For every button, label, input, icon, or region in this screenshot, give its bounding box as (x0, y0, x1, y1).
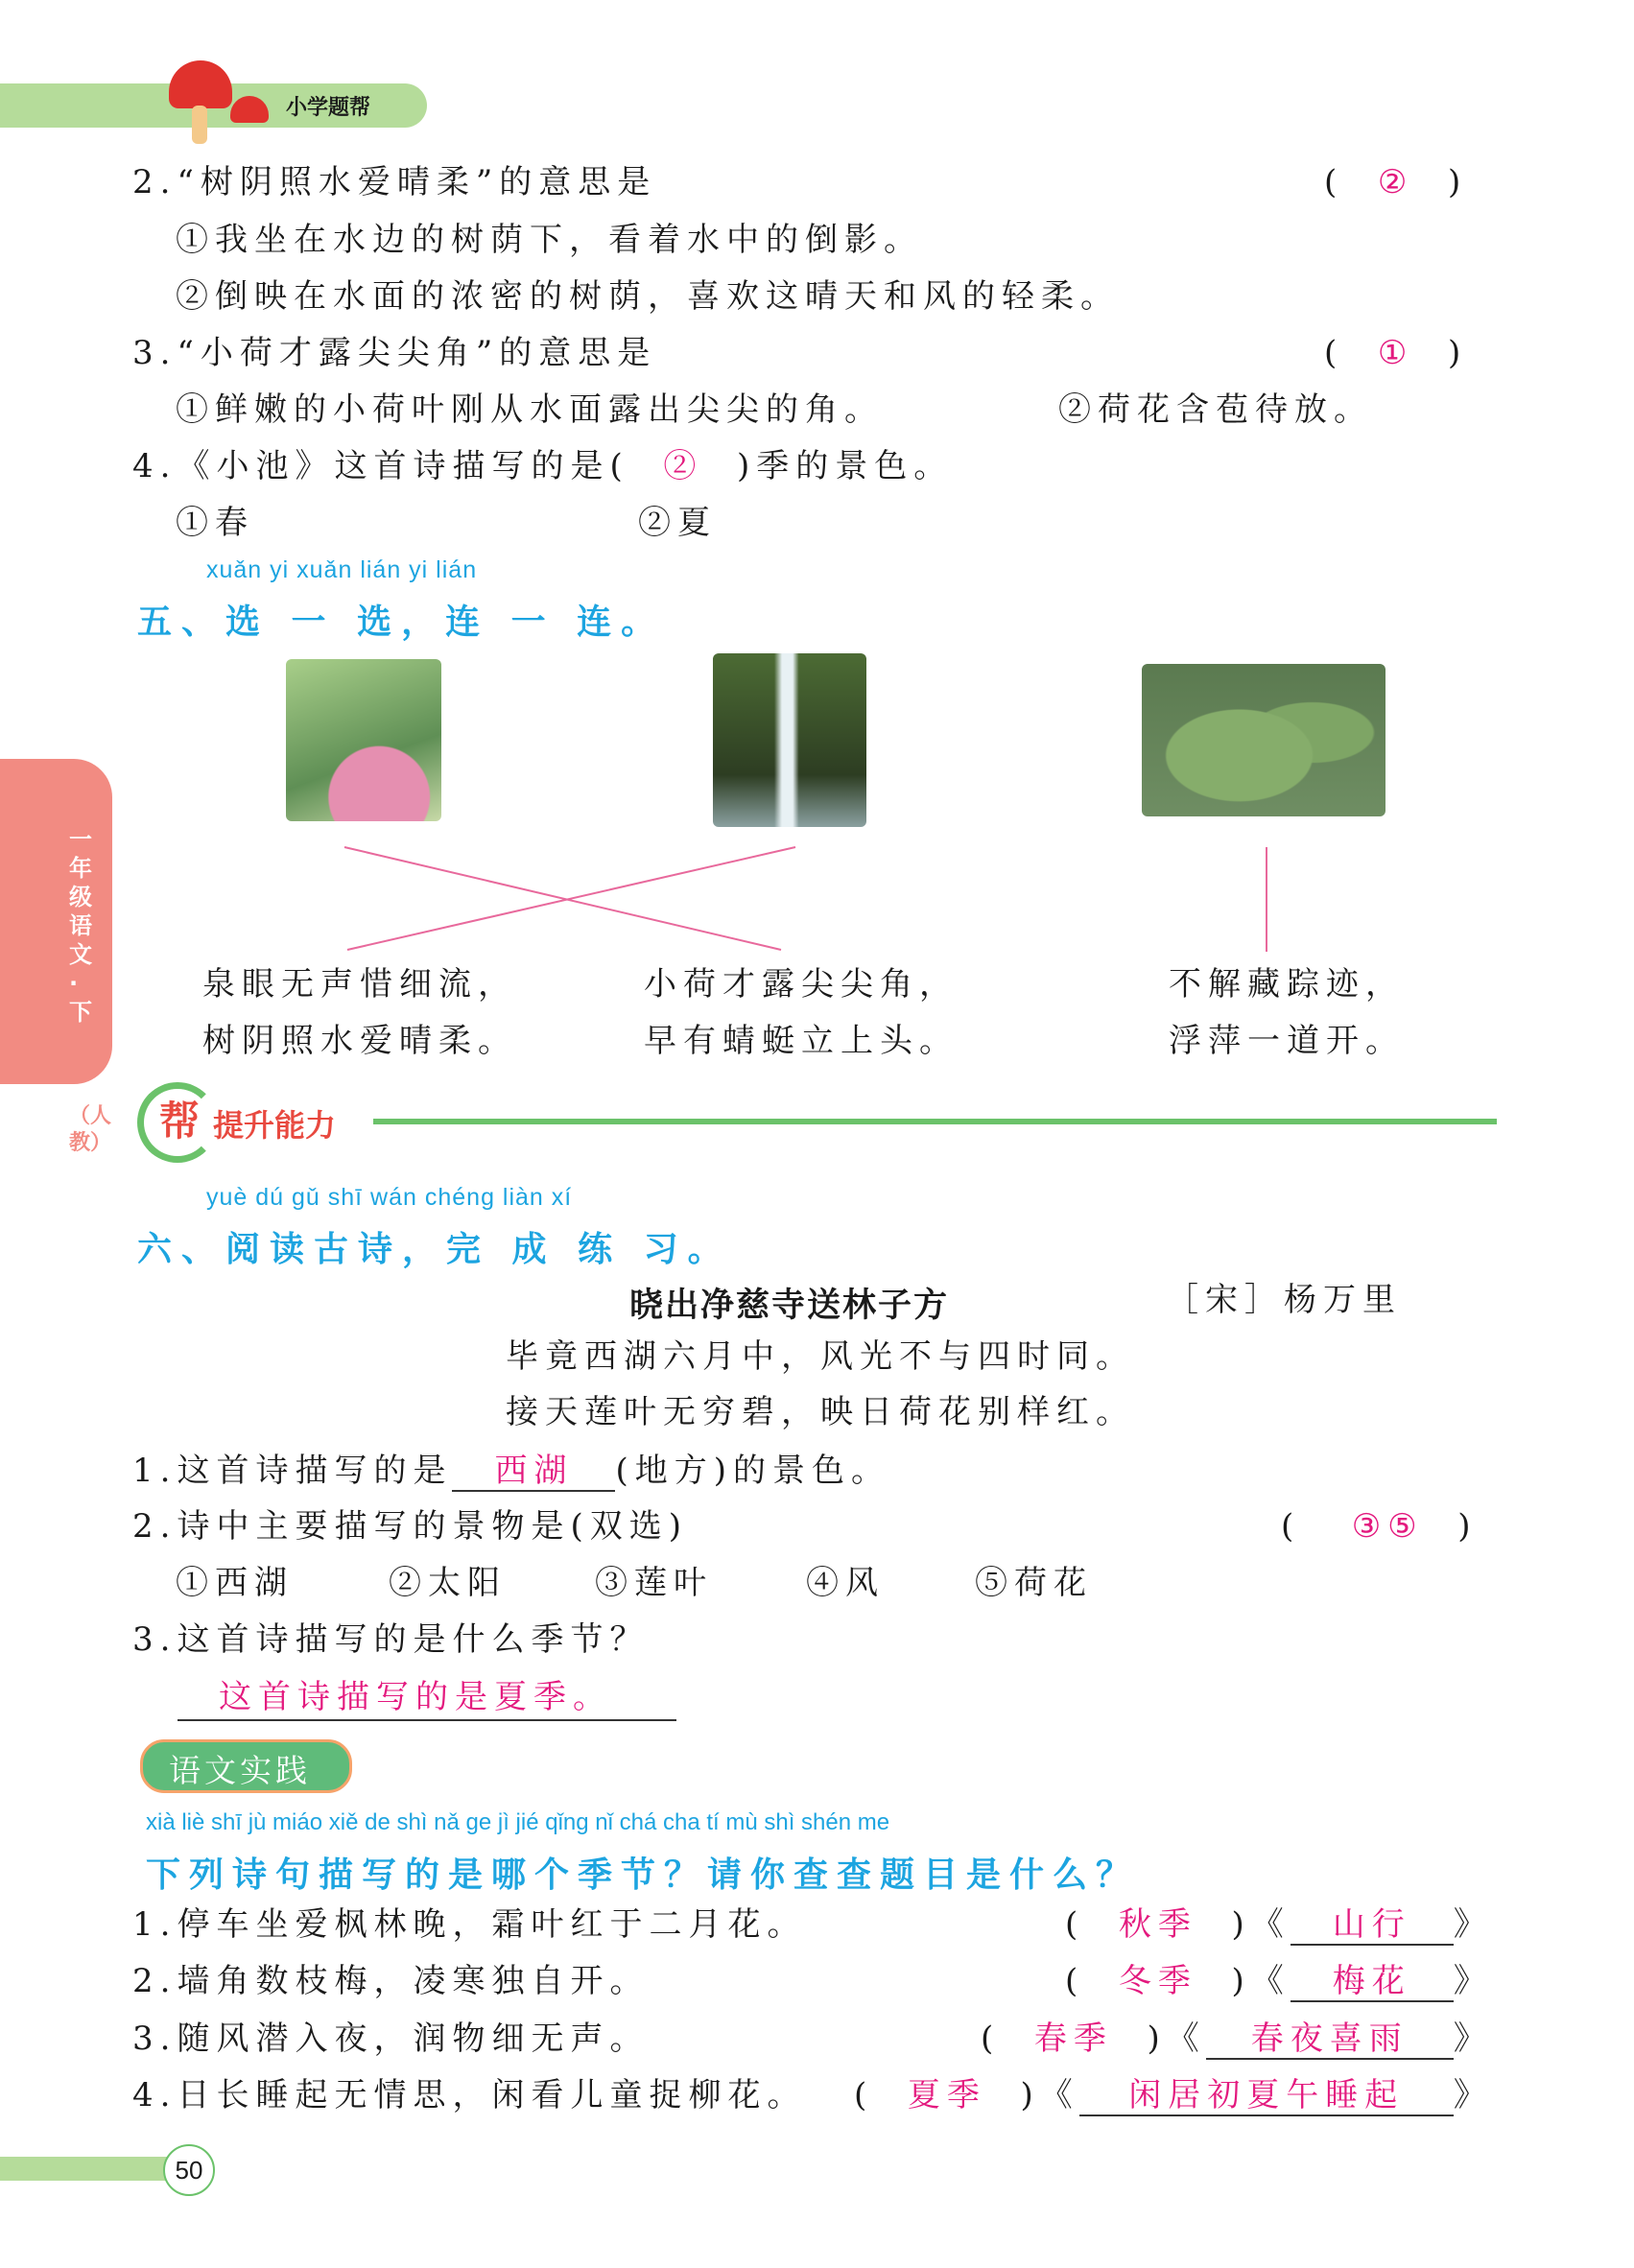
poem-line-2: 接天莲叶无穷碧，映日荷花别样红。 (506, 1393, 1135, 1431)
practice-item-1-text: 1.停车坐爱枫林晚，霜叶红于二月花。 (132, 1905, 807, 1944)
section5-pinyin: xuǎn yi xuǎn lián yi lián (206, 556, 478, 583)
practice-item-1-answers: ( 秋季 )《 山行 》 (1065, 1905, 1493, 1944)
q2-answer: ② (1377, 163, 1414, 201)
poem-c-line1: 不解藏踪迹， (1169, 965, 1405, 1004)
practice-item-4-answers: ( 夏季 )《 闲居初夏午睡起 》 (854, 2076, 1493, 2114)
s6-q1-answer: 西湖 (452, 1452, 615, 1492)
q3-stem: 3.“小荷才露尖尖角”的意思是 (132, 334, 657, 372)
q3-answer-box: ( ① ) (1324, 334, 1468, 372)
s6-q2-option-5: ⑤荷花 (975, 1564, 1093, 1602)
section6-title: 六、阅读古诗，完 成 练 习。 (137, 1230, 732, 1269)
practice-item-4-text: 4.日长睡起无情思，闲看儿童捉柳花。 (132, 2076, 807, 2114)
banner-label: 提升能力 (213, 1107, 337, 1144)
season-answer: 秋季 (1118, 1905, 1197, 1944)
section5-title: 五、选 一 选，连 一 连。 (137, 602, 666, 642)
q2-answer-box: ( ② ) (1324, 163, 1468, 201)
practice-title: 下列诗句描写的是哪个季节？请你查查题目是什么？ (146, 1855, 1140, 1895)
poem-answer: 春夜喜雨 (1206, 2020, 1454, 2060)
match-line-1 (344, 847, 781, 950)
s6-q1-after: (地方)的景色。 (615, 1452, 890, 1490)
poem-b-line1: 小荷才露尖尖角， (644, 965, 959, 1004)
s6-q1 (132, 1450, 890, 1492)
season-answer: 春季 (1033, 2020, 1113, 2058)
practice-badge-label: 语文实践 (169, 1752, 311, 1789)
s6-q3-stem: 3.这首诗描写的是什么季节？ (132, 1620, 650, 1659)
page-number-circle (163, 2144, 215, 2196)
s6-q3-answer: 这首诗描写的是夏季。 (219, 1678, 612, 1716)
s6-q1-before: 1.这首诗描写的是 (132, 1452, 453, 1490)
s6-q2-option-4: ④风 (806, 1564, 885, 1602)
poem-title: 晓出净慈寺送林子方 (629, 1287, 950, 1325)
s6-q2-option-3: ③莲叶 (595, 1564, 713, 1602)
practice-item-2-answers: ( 冬季 )《 梅花 》 (1065, 1962, 1493, 2000)
practice-item-2-text: 2.墙角数枝梅，凌寒独自开。 (132, 1962, 650, 2000)
s6-q2-answer: ③⑤ (1351, 1507, 1424, 1546)
s6-q3-underline (178, 1719, 676, 1721)
q3-option-1: ①鲜嫩的小荷叶刚从水面露出尖尖的角。 (176, 390, 884, 429)
q2-stem: 2.“树阴照水爱晴柔”的意思是 (132, 163, 657, 201)
banner-icon-char: 帮 (159, 1098, 201, 1145)
practice-item-3-answers: ( 春季 )《 春夜喜雨 》 (981, 2020, 1493, 2058)
poem-c-line2: 浮萍一道开。 (1169, 1022, 1405, 1060)
s6-q2-option-2: ②太阳 (389, 1564, 507, 1602)
s6-q2-option-1: ①西湖 (176, 1564, 294, 1602)
side-tab-edition: （人教） (69, 1104, 112, 1155)
season-answer: 冬季 (1118, 1962, 1197, 2000)
page-number: 50 (175, 2156, 203, 2185)
poem-answer: 梅花 (1291, 1962, 1454, 2002)
poem-answer: 山行 (1291, 1905, 1454, 1946)
q2-option-2: ②倒映在水面的浓密的树荫，喜欢这晴天和风的轻柔。 (176, 277, 1120, 316)
banner-line (373, 1119, 1497, 1124)
section6-pinyin: yuè dú gǔ shī wán chéng liàn xí (206, 1184, 573, 1211)
poem-b-line2: 早有蜻蜓立上头。 (644, 1022, 959, 1060)
poem-a-line2: 树阴照水爱晴柔。 (202, 1022, 517, 1060)
q3-answer: ① (1377, 334, 1414, 372)
q4-stem-after: )季的景色。 (736, 447, 954, 485)
match-lines (0, 0, 1634, 1055)
practice-pinyin: xià liè shī jù miáo xiě de shì nǎ ge jì jié qǐng nǐ chá cha tí mù shì shén me (146, 1809, 890, 1835)
q2-option-1: ①我坐在水边的树荫下，看着水中的倒影。 (176, 221, 923, 259)
season-answer: 夏季 (907, 2076, 986, 2114)
s6-q2-answer-box: ( ③⑤ ) (1281, 1507, 1478, 1546)
brand-label: 小学题帮 (286, 96, 371, 120)
q4-option-1: ①春 (176, 504, 254, 542)
footer-bar (0, 2157, 168, 2181)
poem-a-line1: 泉眼无声惜细流， (202, 965, 517, 1004)
poem-author: ［宋］杨万里 (1166, 1281, 1402, 1319)
poem-line-1: 毕竟西湖六月中，风光不与四时同。 (506, 1337, 1135, 1376)
q4-stem-before: 4.《小池》这首诗描写的是( (132, 447, 629, 485)
practice-item-3-text: 3.随风潜入夜，润物细无声。 (132, 2020, 650, 2058)
poem-answer: 闲居初夏午睡起 (1079, 2076, 1454, 2116)
match-line-2 (347, 847, 795, 950)
s6-q2-stem: 2.诗中主要描写的景物是(双选) (132, 1507, 688, 1546)
side-tab-label: 一年级语文·下 (69, 826, 92, 1026)
q4-answer: ② (663, 447, 703, 485)
q3-option-2: ②荷花含苞待放。 (1058, 390, 1373, 429)
q4-option-2: ②夏 (638, 504, 717, 542)
